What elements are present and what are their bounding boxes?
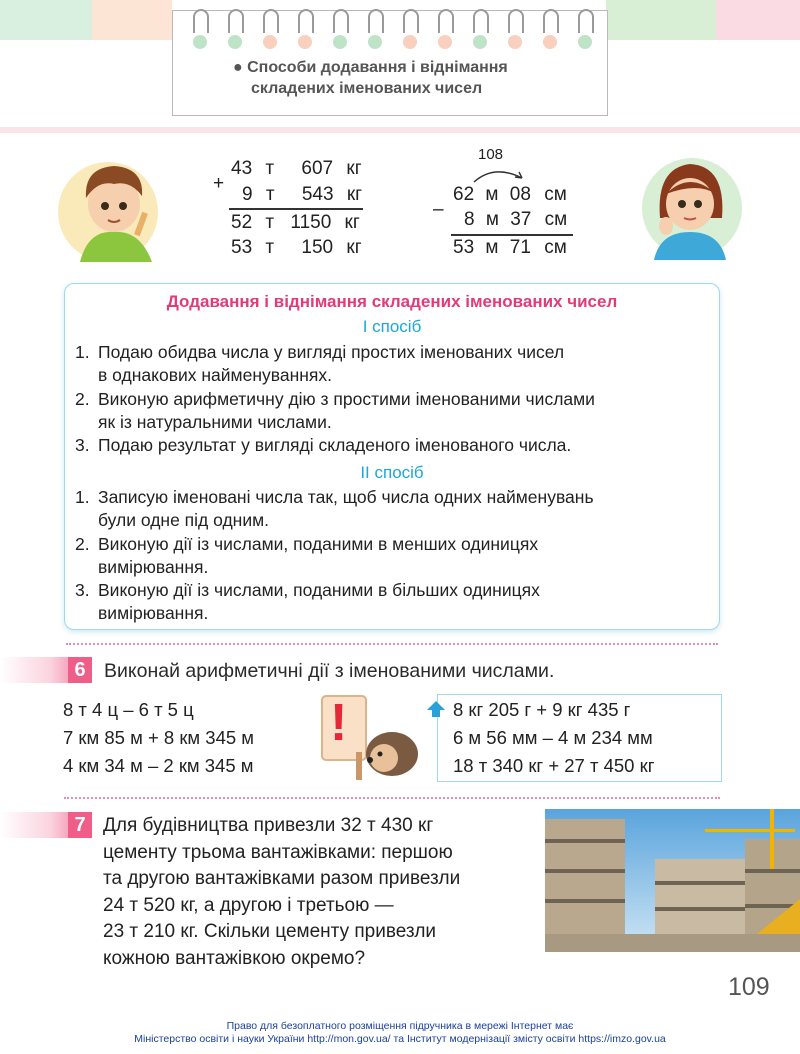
unit: т (265, 184, 275, 205)
expression: 8 т 4 ц – 6 т 5 ц (63, 699, 194, 720)
item-text: Виконую дії із числами, поданими в менших одиницях (98, 534, 539, 554)
item-text: в однакових найменуваннях. (98, 365, 332, 385)
spiral-ring (263, 9, 279, 33)
text-line: цементу трьома вантажівками: першою (103, 841, 453, 863)
number: 8 (464, 209, 475, 230)
page-number: 109 (728, 973, 770, 1001)
top-strip-green (0, 0, 92, 40)
borrow-number: 108 (478, 146, 504, 163)
footer-line-1: Право для безоплатного розміщення підручника в мережі Інтернет має (226, 1020, 574, 1032)
top-strip-pink (716, 0, 800, 40)
unit: т (265, 237, 275, 258)
spiral-ring (403, 9, 419, 33)
item-number: 3. (75, 580, 90, 600)
topic-box (172, 10, 608, 116)
minus-sign: – (433, 199, 444, 220)
item-text: Подаю результат у вигляді складеного іменованого числа. (98, 435, 572, 455)
item-text: як із натуральними числами. (98, 412, 332, 432)
spiral-hole (403, 35, 417, 49)
spiral-ring (228, 9, 244, 33)
method-2-heading: ІІ спосіб (360, 463, 424, 482)
unit: кг (346, 158, 362, 179)
up-arrow-icon (426, 700, 446, 718)
expression: 6 м 56 мм – 4 м 234 мм (453, 727, 653, 748)
spiral-hole (578, 35, 592, 49)
unit: кг (346, 237, 362, 258)
spiral-hole (543, 35, 557, 49)
topic-line-2: складених іменованих чисел (251, 80, 483, 97)
spiral-ring (543, 9, 559, 33)
rule-title: Додавання і віднімання складених іменованих чисел (166, 292, 618, 311)
rule-box (64, 283, 720, 630)
unit: см (544, 184, 567, 205)
rule-item (75, 388, 705, 434)
text-line: кожною вантажівкою окремо? (103, 947, 366, 969)
item-number: 3. (75, 435, 90, 455)
item-text: були одне під одним. (98, 510, 270, 530)
text-line: Для будівництва привезли 32 т 430 кг (103, 815, 434, 836)
number: 53 (453, 237, 475, 258)
number: 53 (231, 237, 253, 258)
spiral-hole (473, 35, 487, 49)
footer (0, 1020, 800, 1046)
unit: см (544, 237, 567, 258)
unit: см (544, 209, 568, 230)
number: 607 (301, 158, 334, 179)
method-1-heading: І спосіб (362, 317, 422, 336)
header-divider (0, 127, 800, 133)
rule-item (75, 341, 705, 387)
topic-line-1: ● Способи додавання і віднімання (233, 59, 508, 76)
item-number: 2. (75, 389, 90, 409)
spiral-ring (473, 9, 489, 33)
unit: м (485, 184, 499, 205)
number: 52 (231, 212, 253, 233)
spiral-ring (298, 9, 314, 33)
number: 71 (509, 237, 531, 258)
spiral-ring (193, 9, 209, 33)
item-number: 1. (75, 342, 90, 362)
boy-illustration (58, 150, 168, 270)
unit: м (485, 209, 499, 230)
number: 62 (453, 184, 475, 205)
item-text: Виконую арифметичну дію з простими іменованими числами (98, 389, 595, 409)
spiral-hole (368, 35, 382, 49)
rule-item (75, 486, 705, 532)
item-text: вимірювання. (98, 603, 209, 623)
text-line: 24 т 520 кг, а другою і третьою — (103, 894, 394, 916)
item-text: вимірювання. (98, 557, 209, 577)
number: 08 (509, 184, 531, 205)
spiral-hole (438, 35, 452, 49)
spiral-ring (368, 9, 384, 33)
number: 43 (231, 158, 253, 179)
task-6-text: Виконай арифметичні дії з іменованими числами. (104, 660, 555, 682)
expression: 18 т 340 кг + 27 т 450 кг (453, 755, 655, 776)
item-text: Виконую дії із числами, поданими в більших одиницях (98, 580, 540, 600)
spiral-ring (333, 9, 349, 33)
footer-line-2: Міністерство освіти і науки України http://mon.gov.ua/ та Інститут модернізації змісту освіти https://imzo.gov.ua (134, 1033, 666, 1045)
expression: 8 кг 205 г + 9 кг 435 г (453, 699, 631, 720)
rule-item (75, 533, 705, 579)
item-number: 1. (75, 487, 90, 507)
number: 150 (301, 237, 334, 258)
dotted-divider (64, 797, 720, 799)
number: 37 (510, 209, 532, 230)
text-line: 23 т 210 кг. Скільки цементу привезли (103, 921, 437, 942)
task-7-number: 7 (68, 812, 92, 838)
expression: 7 км 85 м + 8 км 345 м (63, 727, 255, 748)
spiral-ring (578, 9, 594, 33)
rule-item (75, 434, 705, 457)
task-7-text (103, 813, 460, 972)
item-text: Записую іменовані числа так, щоб числа одних найменувань (98, 487, 594, 507)
exclamation-sign: ! (330, 694, 348, 752)
number: 1150 (290, 212, 332, 233)
number: 543 (301, 184, 334, 205)
item-text: Подаю обидва числа у вигляді простих іменованих чисел (98, 342, 565, 362)
text-line: та другою вантажівками разом привезли (103, 868, 461, 889)
task-6-number: 6 (68, 657, 92, 683)
unit: т (265, 212, 275, 233)
spiral-hole (298, 35, 312, 49)
unit: кг (344, 212, 360, 233)
spiral-hole (228, 35, 242, 49)
unit: кг (346, 184, 363, 205)
expression: 4 км 34 м – 2 км 345 м (63, 755, 254, 776)
unit: м (485, 237, 499, 258)
spiral-ring (508, 9, 524, 33)
spiral-hole (193, 35, 207, 49)
top-strip-peach (92, 0, 172, 40)
top-strip-green-right (606, 0, 716, 40)
rule-item (75, 579, 705, 625)
number: 9 (242, 184, 253, 205)
item-number: 2. (75, 534, 90, 554)
spiral-hole (263, 35, 277, 49)
spiral-hole (508, 35, 522, 49)
plus-sign: + (213, 173, 225, 194)
dotted-divider (66, 643, 718, 645)
topic-title (233, 57, 508, 99)
girl-illustration (636, 148, 746, 268)
construction-photo (545, 809, 800, 952)
unit: т (265, 158, 275, 179)
spiral-ring (438, 9, 454, 33)
spiral-hole (333, 35, 347, 49)
